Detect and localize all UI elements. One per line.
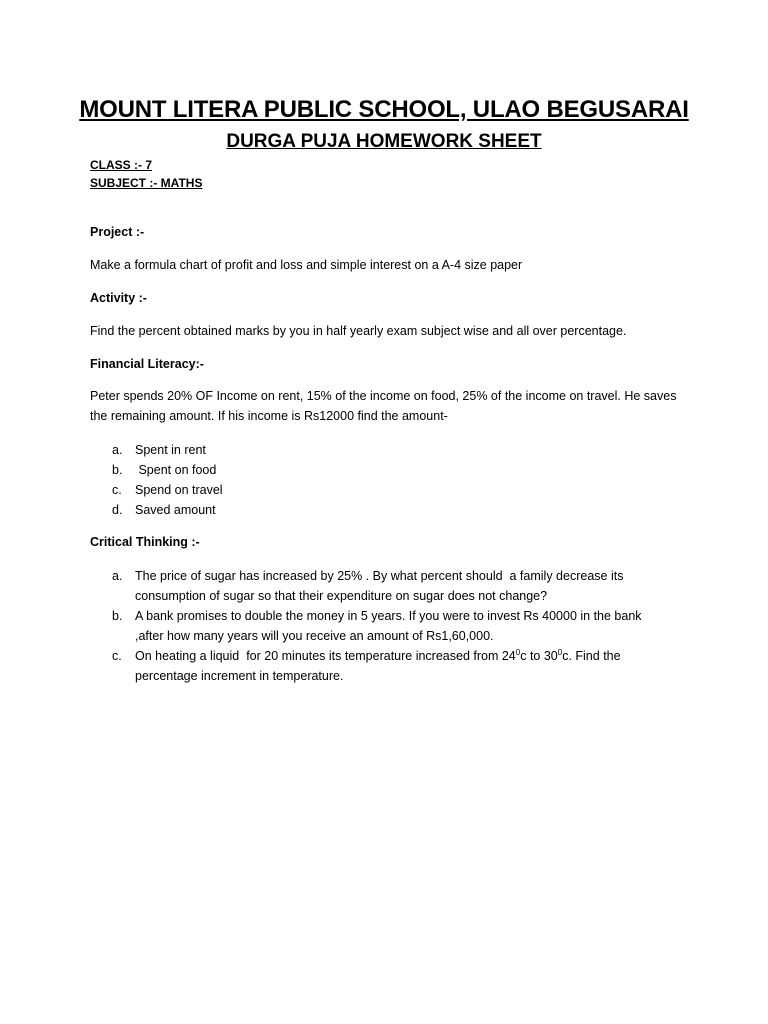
list-item-text: Spent in rent [135, 443, 206, 457]
list-marker: a. [112, 569, 123, 583]
list-item-text: A bank promises to double the money in 5 years. If you were to invest Rs 40000 in the bank ,after how many years will you receive an amount of Rs1,60,000. [135, 609, 642, 643]
financial-literacy-list [90, 440, 690, 520]
text-segment: c. Find the percentage increment in temperature. [135, 649, 625, 683]
class-line: CLASS :- 7 [90, 158, 153, 172]
critical-thinking-list [90, 566, 650, 686]
superscript-degree: 0 [515, 647, 521, 657]
list-item-text: Spent on food [135, 463, 217, 477]
list-item-text: The price of sugar has increased by 25% . By what percent should a family decrease its consumption of sugar so that their expenditure on sugar does not change? [135, 569, 627, 603]
project-text: Make a formula chart of profit and loss and simple interest on a A-4 size paper [90, 258, 523, 272]
text-segment: c to 30 [520, 649, 558, 663]
list-item [90, 480, 690, 500]
critical-thinking-heading: Critical Thinking :- [90, 535, 200, 549]
sheet-title: DURGA PUJA HOMEWORK SHEET [226, 131, 542, 152]
list-marker: d. [112, 503, 123, 517]
activity-text: Find the percent obtained marks by you in half yearly exam subject wise and all over percentage. [90, 324, 627, 338]
list-item-text: Spend on travel [135, 483, 223, 497]
list-item [90, 460, 690, 480]
list-item-text [135, 649, 624, 683]
list-marker: c. [112, 483, 122, 497]
list-marker: a. [112, 443, 123, 457]
list-item [90, 646, 650, 686]
subject-line: SUBJECT :- MATHS [90, 176, 203, 190]
list-item [90, 500, 690, 520]
list-item [90, 606, 650, 646]
list-marker: b. [112, 609, 123, 623]
activity-heading: Activity :- [90, 291, 147, 305]
superscript-degree: 0 [557, 647, 563, 657]
list-item-text: Saved amount [135, 503, 216, 517]
financial-literacy-text: Peter spends 20% OF Income on rent, 15% of the income on food, 25% of the income on travel. He saves the remaining amount. If his income is Rs12000 find the amount- [90, 389, 677, 423]
list-marker: c. [112, 649, 122, 663]
school-name: MOUNT LITERA PUBLIC SCHOOL, ULAO BEGUSARAI [79, 96, 689, 123]
financial-literacy-heading: Financial Literacy:- [90, 357, 204, 371]
list-marker: b. [112, 463, 123, 477]
list-item [90, 440, 690, 460]
text-segment: On heating a liquid for 20 minutes its temperature increased from 24 [135, 649, 516, 663]
project-heading: Project :- [90, 225, 145, 239]
list-item [90, 566, 650, 606]
